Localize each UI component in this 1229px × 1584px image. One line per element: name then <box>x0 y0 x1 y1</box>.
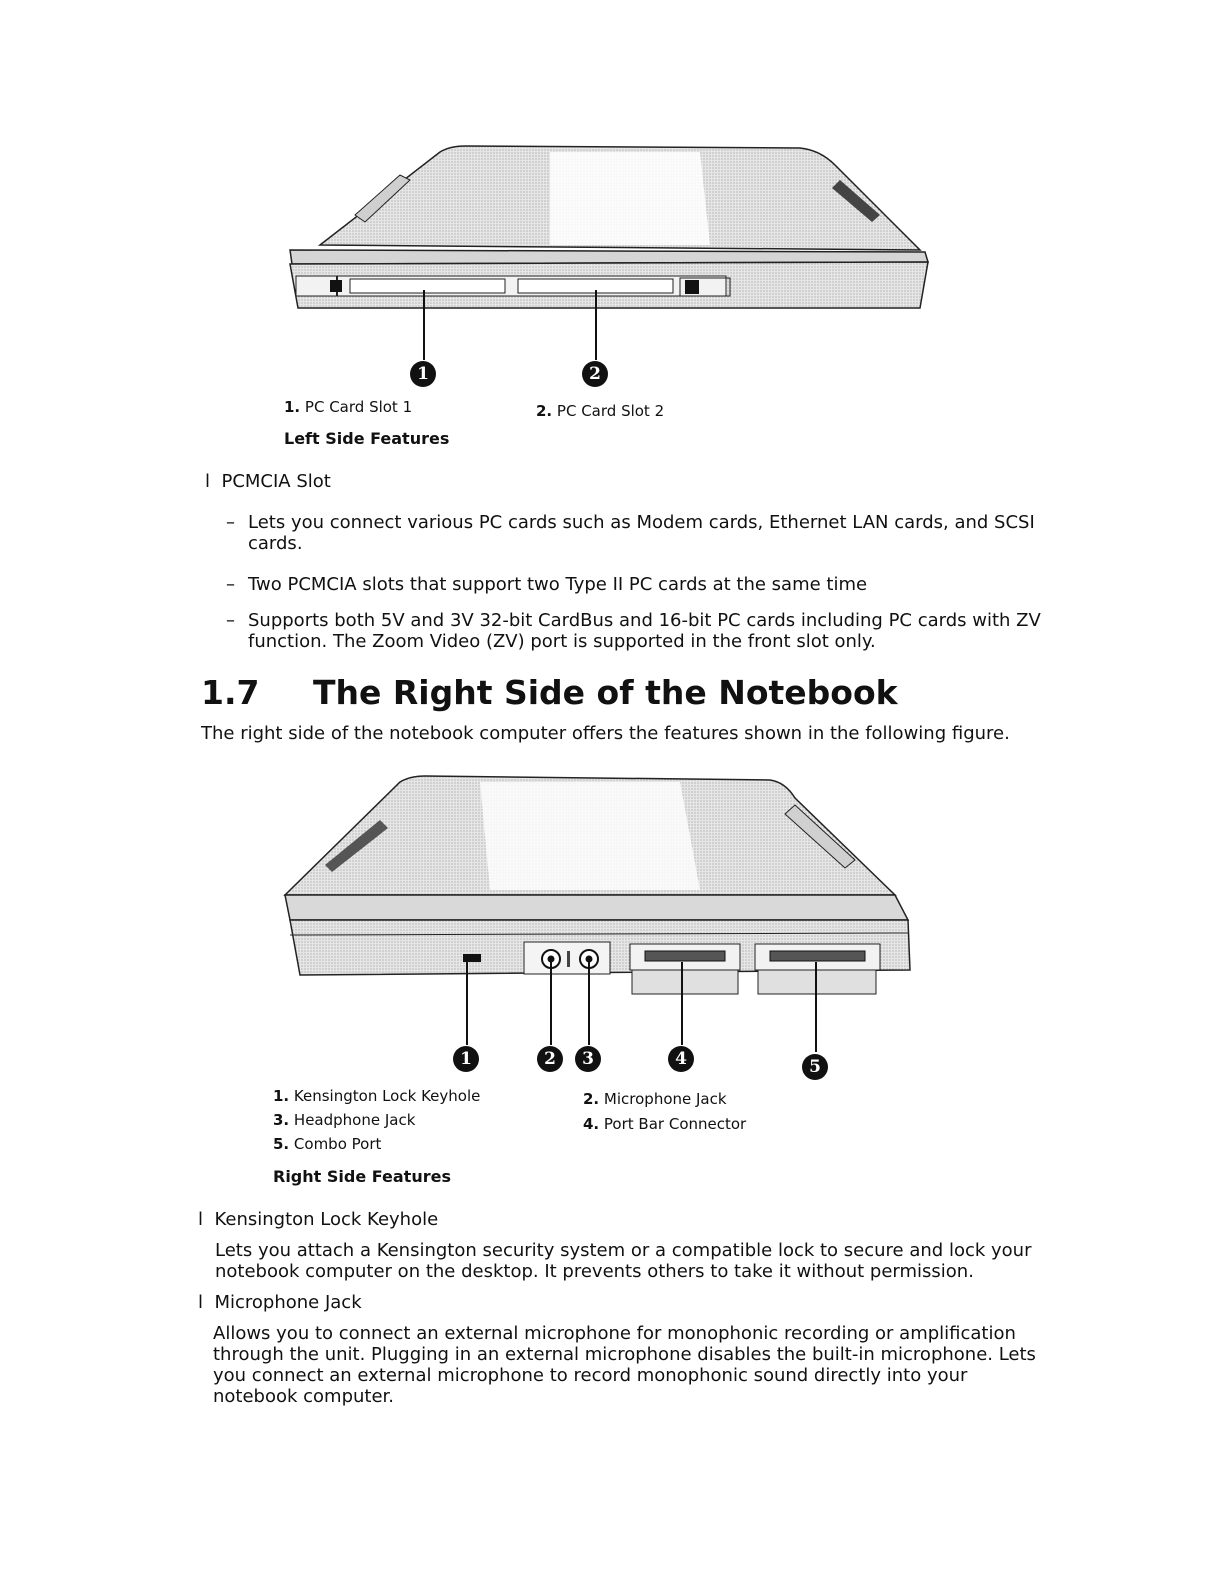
kensington-description: Lets you attach a Kensington security system or a compatible lock to secure and lock your notebook computer on the desktop. It prevents others to take it without permission. <box>215 1240 1032 1282</box>
caption-combo-port: 5. Combo Port <box>273 1135 382 1153</box>
marker-4: 4 <box>668 1046 694 1072</box>
callout-line-2 <box>550 962 552 1045</box>
callout-line-1 <box>466 962 468 1045</box>
pcmcia-heading: PCMCIA Slot <box>221 471 331 492</box>
callout-line-3 <box>588 962 590 1045</box>
marker-5: 5 <box>802 1054 828 1080</box>
section-number: 1.7 <box>201 673 260 712</box>
caption-pc-card-slot-1: 1. PC Card Slot 1 <box>284 398 413 416</box>
bullet-marker: l <box>198 1292 204 1313</box>
feature-heading-row <box>198 1209 438 1230</box>
section-title: The Right Side of the Notebook <box>313 673 898 712</box>
microphone-heading: Microphone Jack <box>214 1292 362 1313</box>
left-side-notebook-illustration <box>280 140 940 320</box>
caption-pc-card-slot-2: 2. PC Card Slot 2 <box>536 402 665 420</box>
pcmcia-list <box>226 512 1056 652</box>
caption-microphone-jack: 2. Microphone Jack <box>583 1090 727 1108</box>
marker-1: 1 <box>410 361 436 387</box>
callout-line-5 <box>815 962 817 1052</box>
right-figure-title: Right Side Features <box>273 1167 451 1186</box>
marker-1: 1 <box>453 1046 479 1072</box>
callout-line-1 <box>423 290 425 360</box>
left-figure-title: Left Side Features <box>284 429 450 448</box>
marker-3: 3 <box>575 1046 601 1072</box>
list-item: – Two PCMCIA slots that support two Type II PC cards at the same time <box>226 574 868 595</box>
right-side-notebook-illustration <box>280 770 920 1000</box>
pcmcia-heading-row <box>205 471 331 492</box>
callout-line-2 <box>595 290 597 360</box>
bullet-marker: l <box>205 471 211 492</box>
feature-heading-row <box>198 1292 362 1313</box>
marker-2: 2 <box>582 361 608 387</box>
callout-line-4 <box>681 962 683 1045</box>
kensington-heading: Kensington Lock Keyhole <box>214 1209 439 1230</box>
microphone-description: Allows you to connect an external microphone for monophonic recording or amplification through the unit. Plugging in an external microphone disables the built-in microphone. Lets you connect an external microphone to record monophonic sound directly into your notebook computer. <box>213 1323 1036 1407</box>
bullet-marker: l <box>198 1209 204 1230</box>
section-intro: The right side of the notebook computer offers the features shown in the following figure. <box>201 723 1010 744</box>
list-item: – Lets you connect various PC cards such as Modem cards, Ethernet LAN cards, and SCSI cards. <box>226 512 1035 554</box>
caption-port-bar-connector: 4. Port Bar Connector <box>583 1115 747 1133</box>
caption-kensington-lock: 1. Kensington Lock Keyhole <box>273 1087 481 1105</box>
marker-2: 2 <box>537 1046 563 1072</box>
caption-headphone-jack: 3. Headphone Jack <box>273 1111 416 1129</box>
list-item: – Supports both 5V and 3V 32-bit CardBus and 16-bit PC cards including PC cards with ZV function. The Zoom Video (ZV) port is supported in the front slot only. <box>226 610 1041 652</box>
